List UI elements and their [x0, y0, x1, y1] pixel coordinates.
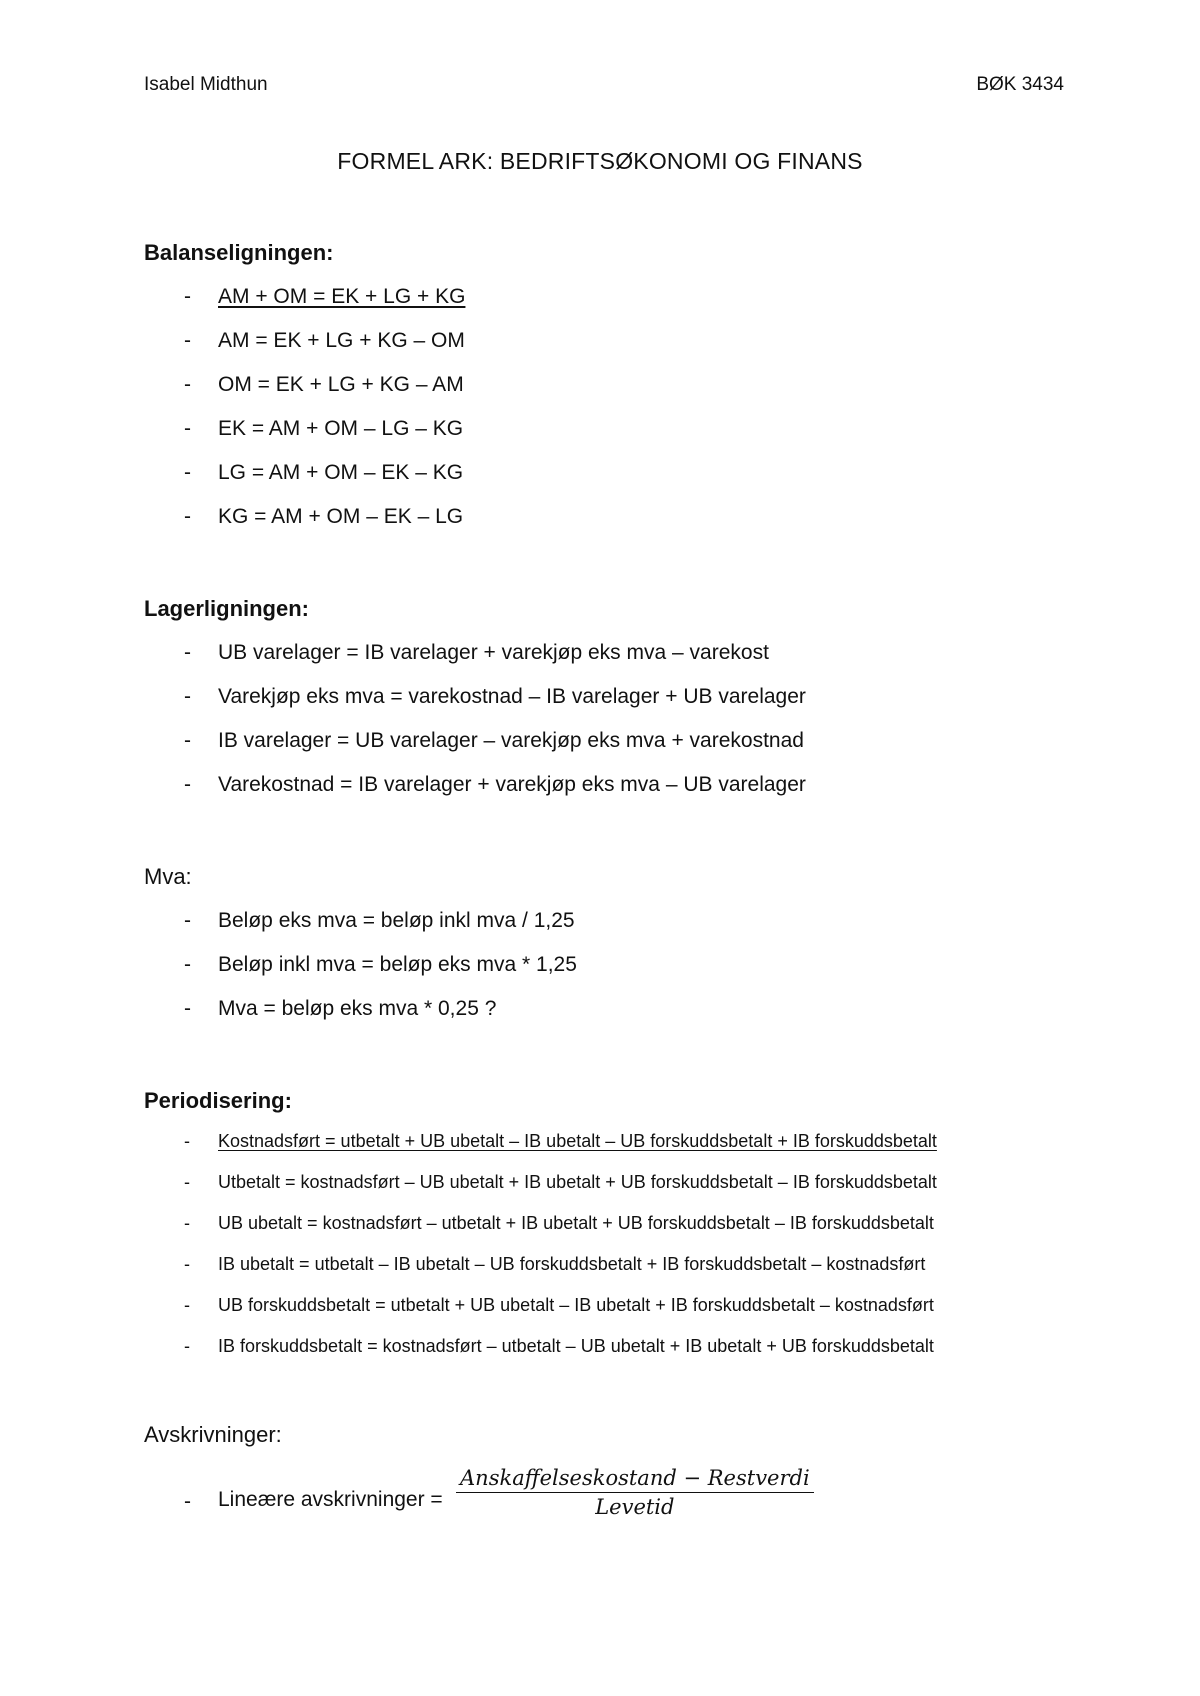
author-name: Isabel Midthun [144, 74, 268, 95]
formula-list [144, 282, 1064, 546]
formula-item [144, 682, 1064, 726]
bullet-dash: - [184, 1254, 190, 1274]
formula-text: Varekostnad = IB varelager + varekjøp eks mva – UB varelager [218, 773, 806, 796]
formula-item [144, 638, 1064, 682]
formula-item [144, 370, 1064, 414]
formula-text: Utbetalt = kostnadsført – UB ubetalt + IB ubetalt + UB forskuddsbetalt – IB forskuddsbetalt [218, 1172, 937, 1192]
formula-item [144, 1169, 1064, 1210]
bullet-dash: - [184, 997, 191, 1020]
bullet-dash: - [184, 1172, 190, 1192]
formula-text: Beløp eks mva = beløp inkl mva / 1,25 [218, 909, 575, 932]
section-balanseligningen [144, 238, 1064, 546]
formula-item [144, 906, 1064, 950]
formula-item [144, 770, 1064, 814]
formula-item [144, 282, 1064, 326]
fraction-denominator: Levetid [595, 1495, 675, 1519]
section-heading: Mva: [144, 864, 192, 889]
bullet-dash: - [184, 1131, 190, 1151]
formula-item [144, 1292, 1064, 1333]
formula-text: UB forskuddsbetalt = utbetalt + UB ubetalt – IB ubetalt + IB forskuddsbetalt – kostnadsført [218, 1295, 934, 1315]
bullet-dash: - [184, 909, 191, 932]
section-heading: Lagerligningen: [144, 596, 309, 621]
bullet-dash: - [184, 641, 191, 664]
bullet-dash: - [184, 1490, 191, 1513]
formula-list [144, 906, 1064, 1038]
formula-item [144, 1466, 1064, 1536]
formula-text: IB forskuddsbetalt = kostnadsført – utbetalt – UB ubetalt + IB ubetalt + UB forskuddsbetalt [218, 1336, 934, 1356]
formula-text: Kostnadsført = utbetalt + UB ubetalt – IB ubetalt – UB forskuddsbetalt + IB forskuddsbetalt [218, 1131, 937, 1151]
section-lagerligningen [144, 594, 1064, 814]
section-avskrivninger [144, 1420, 1064, 1536]
bullet-dash: - [184, 285, 191, 308]
formula-item [144, 326, 1064, 370]
formula-text: AM + OM = EK + LG + KG [218, 285, 466, 308]
formula-text: KG = AM + OM – EK – LG [218, 505, 464, 528]
formula-text: EK = AM + OM – LG – KG [218, 417, 464, 440]
bullet-dash: - [184, 461, 191, 484]
formula-text: UB varelager = IB varelager + varekjøp eks mva – varekost [218, 641, 769, 664]
formula-item [144, 1251, 1064, 1292]
bullet-dash: - [184, 1295, 190, 1315]
formula-text: UB ubetalt = kostnadsført – utbetalt + IB ubetalt + UB forskuddsbetalt – IB forskuddsbetalt [218, 1213, 934, 1233]
section-periodisering [144, 1086, 1064, 1374]
bullet-dash: - [184, 373, 191, 396]
bullet-dash: - [184, 505, 191, 528]
section-mva [144, 862, 1064, 1038]
formula-item [144, 994, 1064, 1038]
formula-item [144, 502, 1064, 546]
formula-text: AM = EK + LG + KG – OM [218, 329, 465, 352]
formula-text: LG = AM + OM – EK – KG [218, 461, 464, 484]
bullet-dash: - [184, 417, 191, 440]
formula-item [144, 1210, 1064, 1251]
formula-lhs: Lineære avskrivninger = [218, 1488, 443, 1511]
formula-text: Beløp inkl mva = beløp eks mva * 1,25 [218, 953, 577, 976]
bullet-dash: - [184, 953, 191, 976]
section-heading: Balanseligningen: [144, 240, 334, 265]
formula-text: Varekjøp eks mva = varekostnad – IB varelager + UB varelager [218, 685, 806, 708]
formula-list [144, 1128, 1064, 1374]
section-heading: Periodisering: [144, 1088, 292, 1113]
formula-item [144, 458, 1064, 502]
formula-item [144, 726, 1064, 770]
formula-item [144, 1333, 1064, 1374]
bullet-dash: - [184, 773, 191, 796]
formula-item [144, 414, 1064, 458]
formula-text: IB ubetalt = utbetalt – IB ubetalt – UB forskuddsbetalt + IB forskuddsbetalt – kostnadsført [218, 1254, 926, 1274]
bullet-dash: - [184, 729, 191, 752]
fraction-numerator: Anskaffelseskostand − Restverdi [456, 1466, 814, 1493]
bullet-dash: - [184, 1336, 190, 1356]
bullet-dash: - [184, 685, 191, 708]
bullet-dash: - [184, 329, 191, 352]
document-title: FORMEL ARK: BEDRIFTSØKONOMI OG FINANS [337, 148, 863, 174]
formula-item [144, 1128, 1064, 1169]
section-heading: Avskrivninger: [144, 1422, 282, 1447]
formula-text: Mva = beløp eks mva * 0,25 ? [218, 997, 497, 1020]
formula-item [144, 950, 1064, 994]
formula-list [144, 638, 1064, 814]
formula-text: IB varelager = UB varelager – varekjøp eks mva + varekostnad [218, 729, 804, 752]
course-code: BØK 3434 [976, 74, 1064, 95]
formula-fraction [456, 1466, 814, 1519]
formula-text: OM = EK + LG + KG – AM [218, 373, 464, 396]
bullet-dash: - [184, 1213, 190, 1233]
